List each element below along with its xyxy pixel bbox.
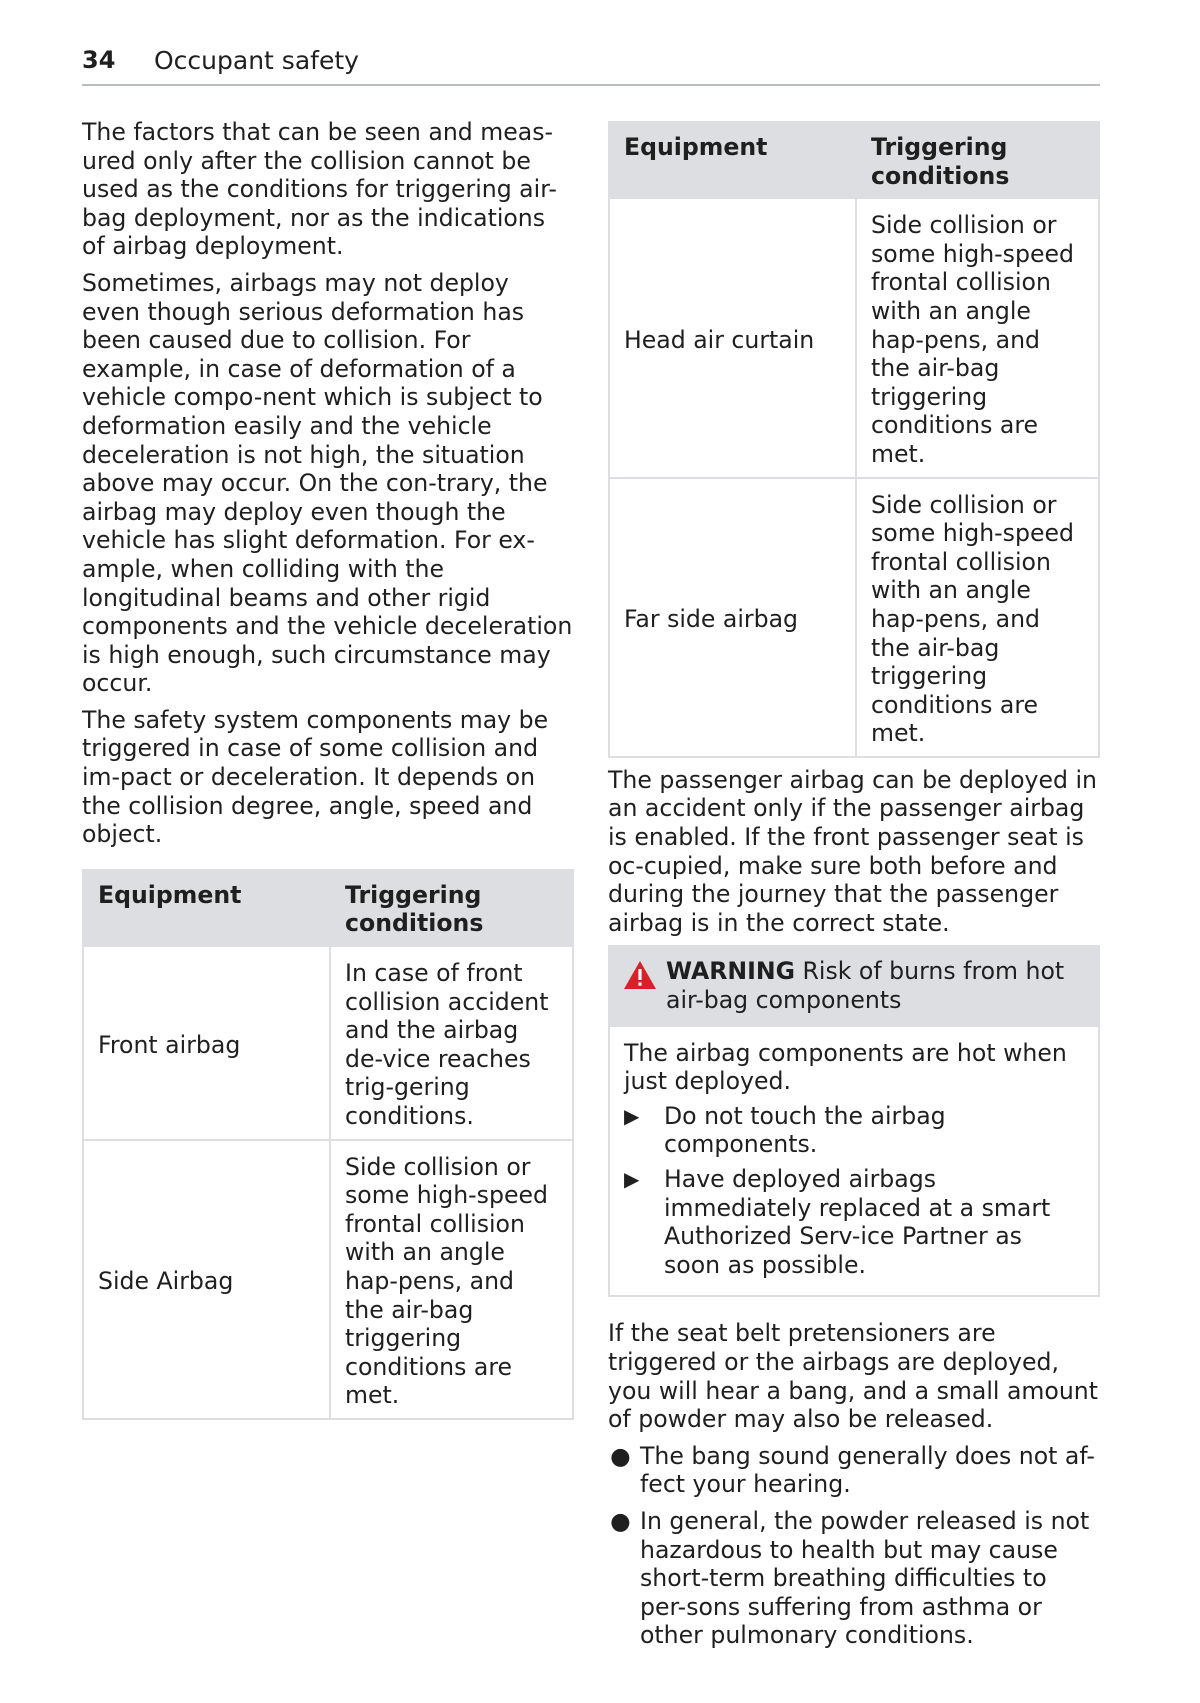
conditions-cell: Side collision or some high-speed frontal collision with an angle hap-pens, and the air-bag triggering conditions are met. [856,198,1099,477]
table-row [83,946,573,1140]
left-column [82,118,574,1420]
warning-action [624,1165,1084,1279]
warning-label: WARNING [666,957,796,986]
list-item-text: In general, the powder released is not hazardous to health but may cause short-term breathing difficulties to per-sons suffering from asthma or other pulmonary conditions. [640,1506,1090,1650]
paragraph-factors: The factors that can be seen and meas-ured only after the collision cannot be used as the conditions for triggering air-bag deployment, nor as the indications of airbag deployment. [82,118,557,261]
equipment-cell: Head air curtain [609,198,856,477]
bullet-icon: ● [610,1506,631,1535]
conditions-cell: Side collision or some high-speed frontal collision with an angle hap-pens, and the air-bag triggering conditions are met. [330,1140,573,1419]
table-row [609,478,1099,757]
warning-title: Risk of burns from hot air-bag components [666,957,1065,1015]
bullet-icon: ● [610,1441,631,1470]
table-row [609,198,1099,477]
page-number: 34 [82,46,116,74]
equipment-cell: Front airbag [83,946,330,1140]
warning-box [608,945,1100,1297]
warning-text: The airbag components are hot when just deployed. [624,1038,1067,1096]
header-equipment: Equipment [83,870,330,946]
header-triggering: Triggering conditions [856,122,1099,198]
page-header [82,44,1100,86]
table-row [83,1140,573,1419]
list-item [608,1507,1100,1650]
warning-action-text: Do not touch the airbag components. [664,1101,946,1159]
triggering-table-2 [608,121,1100,758]
paragraph-pretensioners: If the seat belt pretensioners are triggered or the airbags are deployed, you will hear a bang, and a small amount of powder may also be released. [608,1319,1098,1434]
table-header-row [609,122,1099,198]
paragraph-deformation: Sometimes, airbags may not deploy even though serious deformation has been caused due to collision. For example, in case of deformation of a vehicle compo-nent which is subject to deformation easily and the vehicle deceleration is not high, the situation above may occur. On the con-trary, the airbag may deploy even though the vehicle has slight deformation. For ex-ample, when colliding with the longitudinal beams and other rigid components and the vehicle deceleration is high enough, such circumstance may occur. [82,268,573,698]
equipment-cell: Far side airbag [609,478,856,757]
arrow-right-icon: ▶ [624,1103,640,1128]
list-item-text: The bang sound generally does not af-fect your hearing. [640,1441,1095,1499]
header-equipment: Equipment [609,122,856,198]
paragraph-safety-components: The safety system components may be triggered in case of some collision and im-pact or deceleration. It depends on the collision degree, angle, speed and object. [82,705,549,849]
paragraph-passenger-airbag: The passenger airbag can be deployed in an accident only if the passenger airbag is enabled. If the front passenger seat is oc-cupied, make sure both before and during the journey that the passenger airbag is in the correct state. [608,765,1097,937]
warning-action-text: Have deployed airbags immediately replaced at a smart Authorized Serv-ice Partner as soon as possible. [664,1165,1051,1279]
equipment-cell: Side Airbag [83,1140,330,1419]
header-triggering: Triggering conditions [330,870,573,946]
section-title: Occupant safety [154,46,359,75]
arrow-right-icon: ▶ [624,1167,640,1191]
warning-body [610,1027,1098,1296]
conditions-cell: Side collision or some high-speed frontal collision with an angle hap-pens, and the air-bag triggering conditions are met. [856,478,1099,757]
list-item [608,1442,1100,1499]
triggering-table-1 [82,869,574,1420]
table-header-row [83,870,573,946]
right-column [608,118,1100,1658]
warning-header [610,947,1098,1026]
conditions-cell: In case of front collision accident and the airbag de-vice reaches trig-gering conditions. [330,946,573,1140]
warning-action [624,1102,1084,1159]
warning-triangle-icon [622,959,658,991]
